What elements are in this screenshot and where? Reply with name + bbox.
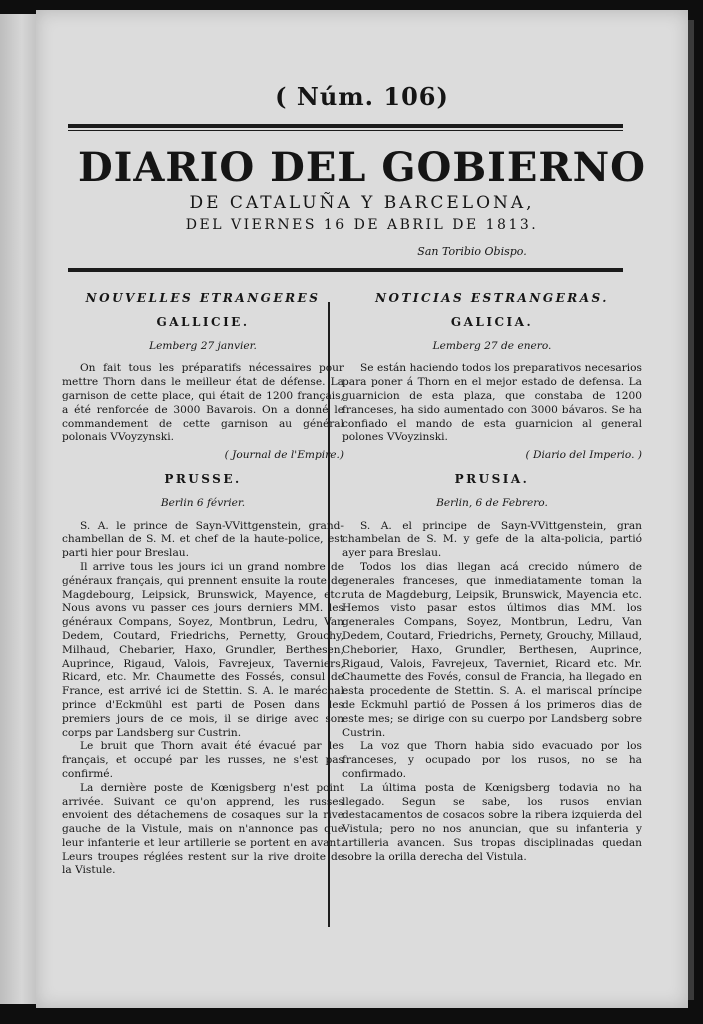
article-paragraph: On fait tous les préparatifs nécessaires pour mettre Thorn dans le meilleur état de défense. La garnison de cette place, qui était de 1200 français, a été renforcée de 3000 Bavarois. On a donné le commandement de cette garnison au général polonais VVoyzynski. [62, 362, 344, 444]
section-dateline: Lemberg 27 janvier. [149, 339, 257, 352]
section-dateline: Berlin 6 février. [160, 496, 246, 509]
issue-number: ( Núm. 106) [275, 82, 449, 111]
article-paragraph: S. A. le prince de Sayn-VVittgenstein, grand-chambellan de S. M. et chef de la haute-police, est parti hier pour Breslau. [62, 519, 344, 560]
newspaper-page [36, 10, 688, 1008]
article-paragraph: Le bruit que Thorn avait été évacué par les français, et occupé par les russes, ne s'est pas confirmé. [62, 740, 344, 780]
masthead-subtitle: DE CATALUÑA Y BARCELONA, [189, 193, 535, 213]
article-paragraph: Il arrive tous les jours ici un grand nombre de généraux français, qui prennent ensuite la route de Magdebourg, Leipsick, Brunswick, Mayence, etc. Nous avons vu passer ces jours derniers MM. les généraux Compans, Soyez, Montbrun, Ledru, Van Dedem, Coutard, Friedrichs, Pernetty, Grouchy, Milhaud, Chebarier, Haxo, Grundler, Berthesen, Auprince, Rigaud, Valois, Favrejeux, Taverniers, Ricard, etc. Mr. Chaumette des Fossés, consul de France, est arrivé ici de Stettin. S. A. le maréchal prince d'Eckmühl est parti de Posen dans les premiers jours de ce mois, il se dirige avec son corps par Landsberg sur Custrin. [62, 560, 344, 739]
article-paragraph: La última posta de Kœnigsberg todavia no ha llegado. Segun se sabe, los rusos envian destacamentos de cosacos sobre la ribera izquierda del Vistula; pero no nos anuncian, que su infanteria y artilleria avancen. Sus tropas disciplinadas quedan sobre la orilla derecha del Vistula. [342, 781, 642, 863]
section-dateline: Lemberg 27 de enero. [432, 339, 552, 352]
article-source: ( Journal de l'Empire.) [224, 449, 344, 462]
article-source: ( Diario del Imperio. ) [525, 449, 642, 462]
column-heading: NOTICIAS ESTRANGERAS. [375, 291, 609, 305]
adjacent-page-edge [0, 14, 36, 1004]
section-title: GALICIA. [450, 314, 534, 329]
section-dateline: Berlin, 6 de Febrero. [436, 496, 548, 509]
article-paragraph: Se están haciendo todos los preparativos necesarios para poner á Thorn en el mejor estado de defensa. La guarnicion de esta plaza, que constaba de 1200 franceses, ha sido aumentado con 3000 bávaros. Se ha confiado el mando de esta guarnicion al general polones VVoyzinski. [342, 362, 642, 444]
masthead-title: DIARIO DEL GOBIERNO [77, 144, 647, 191]
article-paragraph: La voz que Thorn habia sido evacuado por los franceses, y ocupado por los rusos, no se ha confirmado. [342, 740, 642, 780]
french-column [62, 292, 344, 878]
section-title: PRUSIA. [454, 471, 530, 486]
section-title: PRUSSE. [164, 471, 242, 486]
article-paragraph: La dernière poste de Kœnigsberg n'est point arrivée. Suivant ce qu'on apprend, les russes envoient des détachemens de cosaques sur la rive gauche de la Vistule, mais on n'annonce pas que leur infanterie et leur artillerie se portent en avant. Leurs troupes réglées restent sur la rive droite de la Vistule. [62, 781, 344, 877]
top-rule-thin [68, 130, 623, 131]
article-paragraph: Todos los dias llegan acá crecido número de generales franceses, que inmediatamente toman la ruta de Magdeburg, Leipsik, Brunswick, Mayencia etc. Hemos visto pasar estos últimos dias MM. los generales Compans, Soyez, Montbrun, Ledru, Van Dedem, Coutard, Friedrichs, Pernety, Grouchy, Millaud, Cheborier, Haxo, Grundler, Berthesen, Auprince, Rigaud, Valois, Favrejeux, Taverniet, Ricard etc. Mr. Chaumette des Fovés, consul de Francia, ha llegado en esta procedente de Stettin. S. A. el mariscal príncipe de Eckmuhl partió de Possen á los primeros dias de este mes; se dirige con su cuerpo por Landsberg sobre Custrin. [342, 560, 642, 739]
masthead-bottom-rule [68, 268, 623, 272]
saint-of-day: San Toribio Obispo. [417, 245, 527, 258]
column-heading: NOUVELLES ETRANGERES [85, 291, 321, 305]
issue-date: DEL VIERNES 16 DE ABRIL DE 1813. [185, 217, 539, 233]
article-paragraph: S. A. el principe de Sayn-VVittgenstein, gran chambelan de S. M. y gefe de la alta-policia, partió ayer para Breslau. [342, 519, 642, 560]
section-title: GALLICIE. [156, 314, 250, 329]
top-rule [68, 124, 623, 128]
spanish-column [342, 292, 642, 864]
page-edge-shadow [688, 20, 694, 1000]
